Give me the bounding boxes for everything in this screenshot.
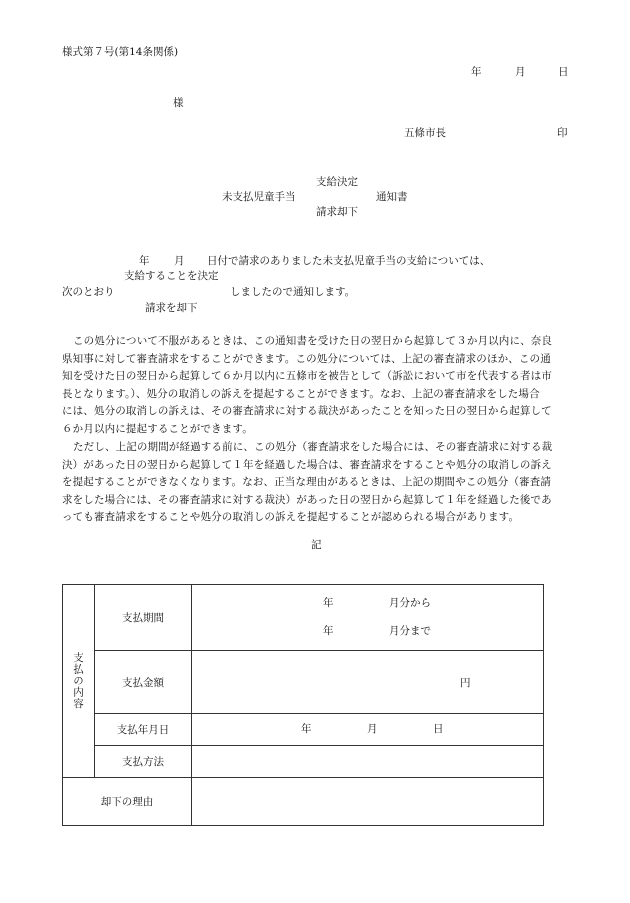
notice-line: っても審査請求をすることや処分の取消しの訴えを提起することが認められる場合があります。 — [62, 511, 520, 524]
issuer-name: 五條市長 — [404, 127, 446, 139]
payment-date-year: 年 — [301, 723, 312, 735]
payment-date-label: 支払年月日 — [95, 714, 192, 746]
intro-option-reject: 請求を却下 — [145, 302, 198, 314]
payment-content-label: 支払の内容 — [72, 652, 84, 710]
intro-year: 年 — [139, 255, 150, 267]
period-from-month: 月分から — [389, 597, 431, 609]
amount-field[interactable] — [192, 651, 544, 714]
period-label: 支払期間 — [95, 585, 192, 651]
rejection-reason-label: 却下の理由 — [63, 778, 192, 826]
title-option-reject: 請求却下 — [316, 206, 358, 218]
notice-paragraph-1 — [62, 333, 553, 439]
intro-month: 月 — [174, 255, 185, 267]
notice-line: には、処分の取消しの訴えは、その審査請求に対する裁決があったことを知った日の翌日から起算して — [62, 405, 552, 418]
notice-line: ただし、上記の期間が経過する前に、この処分（審査請求をした場合には、その審査請求に対する裁 — [73, 441, 553, 453]
intro-sentence: 日付で請求のありました未支払児童手当の支給については、 — [207, 255, 491, 267]
intro-option-grant: 支給することを決定 — [124, 270, 219, 282]
ki-heading: 記 — [311, 539, 322, 551]
issue-date-day: 日 — [558, 66, 569, 78]
notice-line: を提起することができなくなります。なお、正当な理由があるときは、上記の期間やこの処分（審査請 — [62, 476, 552, 489]
amount-label: 支払金額 — [95, 651, 192, 714]
period-to-year: 年 — [323, 625, 334, 637]
amount-unit: 円 — [460, 677, 471, 689]
notice-paragraph-2 — [62, 439, 553, 527]
intro-lead: 次のとおり — [62, 286, 115, 298]
title-option-grant: 支給決定 — [316, 176, 358, 188]
intro-tail: しましたので通知します。 — [230, 286, 356, 298]
payment-content-group — [63, 585, 95, 778]
payment-details-table — [62, 584, 544, 826]
notice-line: ６か月以内に提起することができます。 — [62, 422, 253, 435]
issuer-seal: 印 — [557, 127, 568, 139]
period-field[interactable] — [192, 585, 544, 651]
notice-line: この処分について不服があるときは、この通知書を受けた日の翌日から起算して３か月以内に、奈良 — [73, 335, 553, 347]
payment-date-field[interactable] — [192, 714, 544, 746]
notice-line: 求をした場合には、その審査請求に対する裁決）があった日の翌日から起算して１年を経過した後であ — [62, 493, 552, 506]
period-to-month: 月分まで — [389, 625, 431, 637]
issue-date-year: 年 — [471, 66, 482, 78]
notice-line: 知を受けた日の翌日から起算して６か月以内に五條市を被告として（訴訟において市を代表する者は市 — [62, 370, 552, 383]
addressee-honorific: 様 — [173, 97, 184, 109]
form-number: 様式第７号(第14条関係) — [62, 46, 179, 58]
title-suffix: 通知書 — [376, 191, 408, 203]
payment-date-month: 月 — [367, 723, 378, 735]
notice-line: 県知事に対して審査請求をすることができます。この処分については、上記の審査請求のほか、この通 — [62, 352, 551, 365]
period-from-year: 年 — [323, 597, 334, 609]
payment-method-field[interactable] — [192, 746, 544, 778]
rejection-reason-field[interactable] — [192, 778, 544, 826]
payment-date-day: 日 — [433, 723, 444, 735]
notice-line: 決）があった日の翌日から起算して１年を経過した場合は、審査請求をすることや処分の取消しの訴え — [62, 458, 552, 471]
notice-line: 長となります。）、処分の取消しの訴えを提起することができます。なお、上記の審査請求をした場合 — [62, 387, 540, 400]
title-main: 未支払児童手当 — [222, 191, 296, 203]
payment-method-label: 支払方法 — [95, 746, 192, 778]
issue-date-month: 月 — [515, 66, 526, 78]
